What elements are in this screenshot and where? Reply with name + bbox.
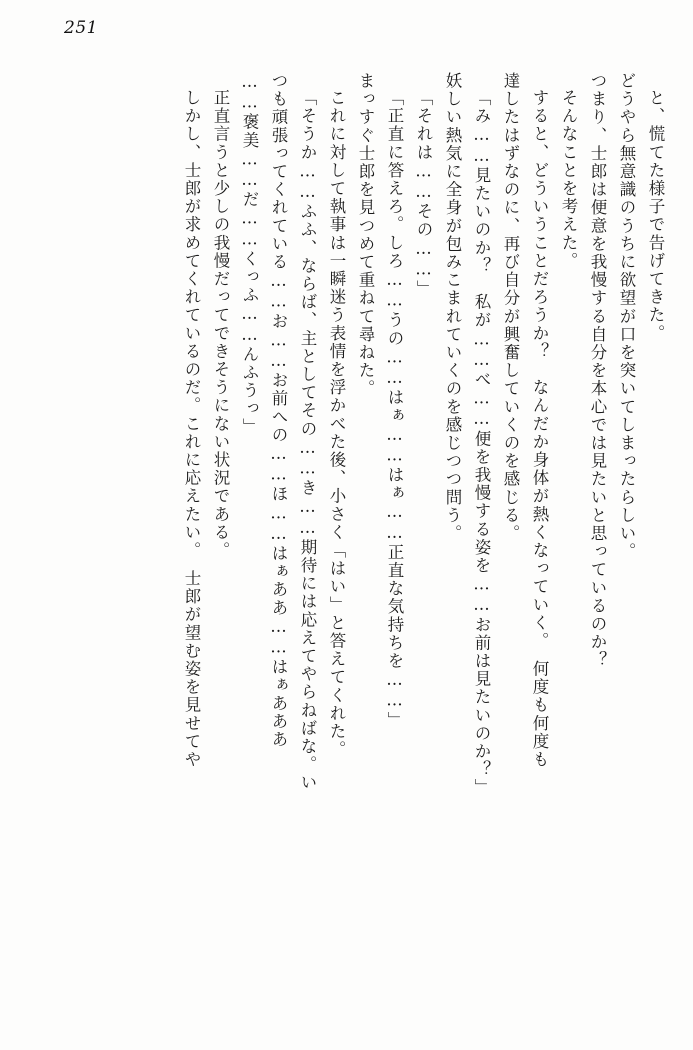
text-line: つも頑張ってくれている……お……お前への……ほ……はぁああ……はぁあああ <box>269 72 288 749</box>
text-line: まっすぐ士郎を見つめて重ねて尋ねた。 <box>356 72 375 398</box>
text-line: 「そうか……ふふ、ならば、主としてその……き……期待には応えてやらねばな。い <box>298 89 317 792</box>
text-line: と、慌てた様子で告げてきた。 <box>646 89 665 343</box>
text-line: 「正直に答えろ。しろ……うの……はぁ……はぁ……正直な気持ちを……」 <box>385 89 404 730</box>
text-line: 達したはずなのに、再び自分が興奮していくのを感じる。 <box>501 72 520 543</box>
text-line: どうやら無意識のうちに欲望が口を突いてしまったらしい。 <box>617 72 636 561</box>
text-line: ……褒美……だ……くっふ……んふうっ」 <box>240 72 259 436</box>
text-line: 「み……見たいのか？ 私が……べ……便を我慢する姿を……お前は見たいのか？」 <box>472 89 491 797</box>
text-line: これに対して執事は一瞬迷う表情を浮かべた後、小さく「はい」と答えてくれた。 <box>327 89 346 759</box>
text-line: つまり、士郎は便意を我慢する自分を本心では見たいと思っているのか？ <box>588 72 607 670</box>
page-number: 251 <box>64 18 98 38</box>
text-line: 妖しい熱気に全身が包みこまれていくのを感じつつ問う。 <box>443 72 462 543</box>
text-line: しかし、士郎が求めてくれているのだ。これに応えたい。 士郎が望む姿を見せてや <box>182 89 201 769</box>
text-line: 正直言うと少しの我慢だってできそうにない状況である。 <box>211 89 230 560</box>
text-line: そんなことを考えた。 <box>559 89 578 270</box>
text-line: 「それは……その……」 <box>414 89 433 299</box>
text-line: すると、どういうことだろうか？ なんだか身体が熱くなっていく。 何度も何度も <box>530 89 549 769</box>
vertical-text-body <box>28 72 663 1030</box>
